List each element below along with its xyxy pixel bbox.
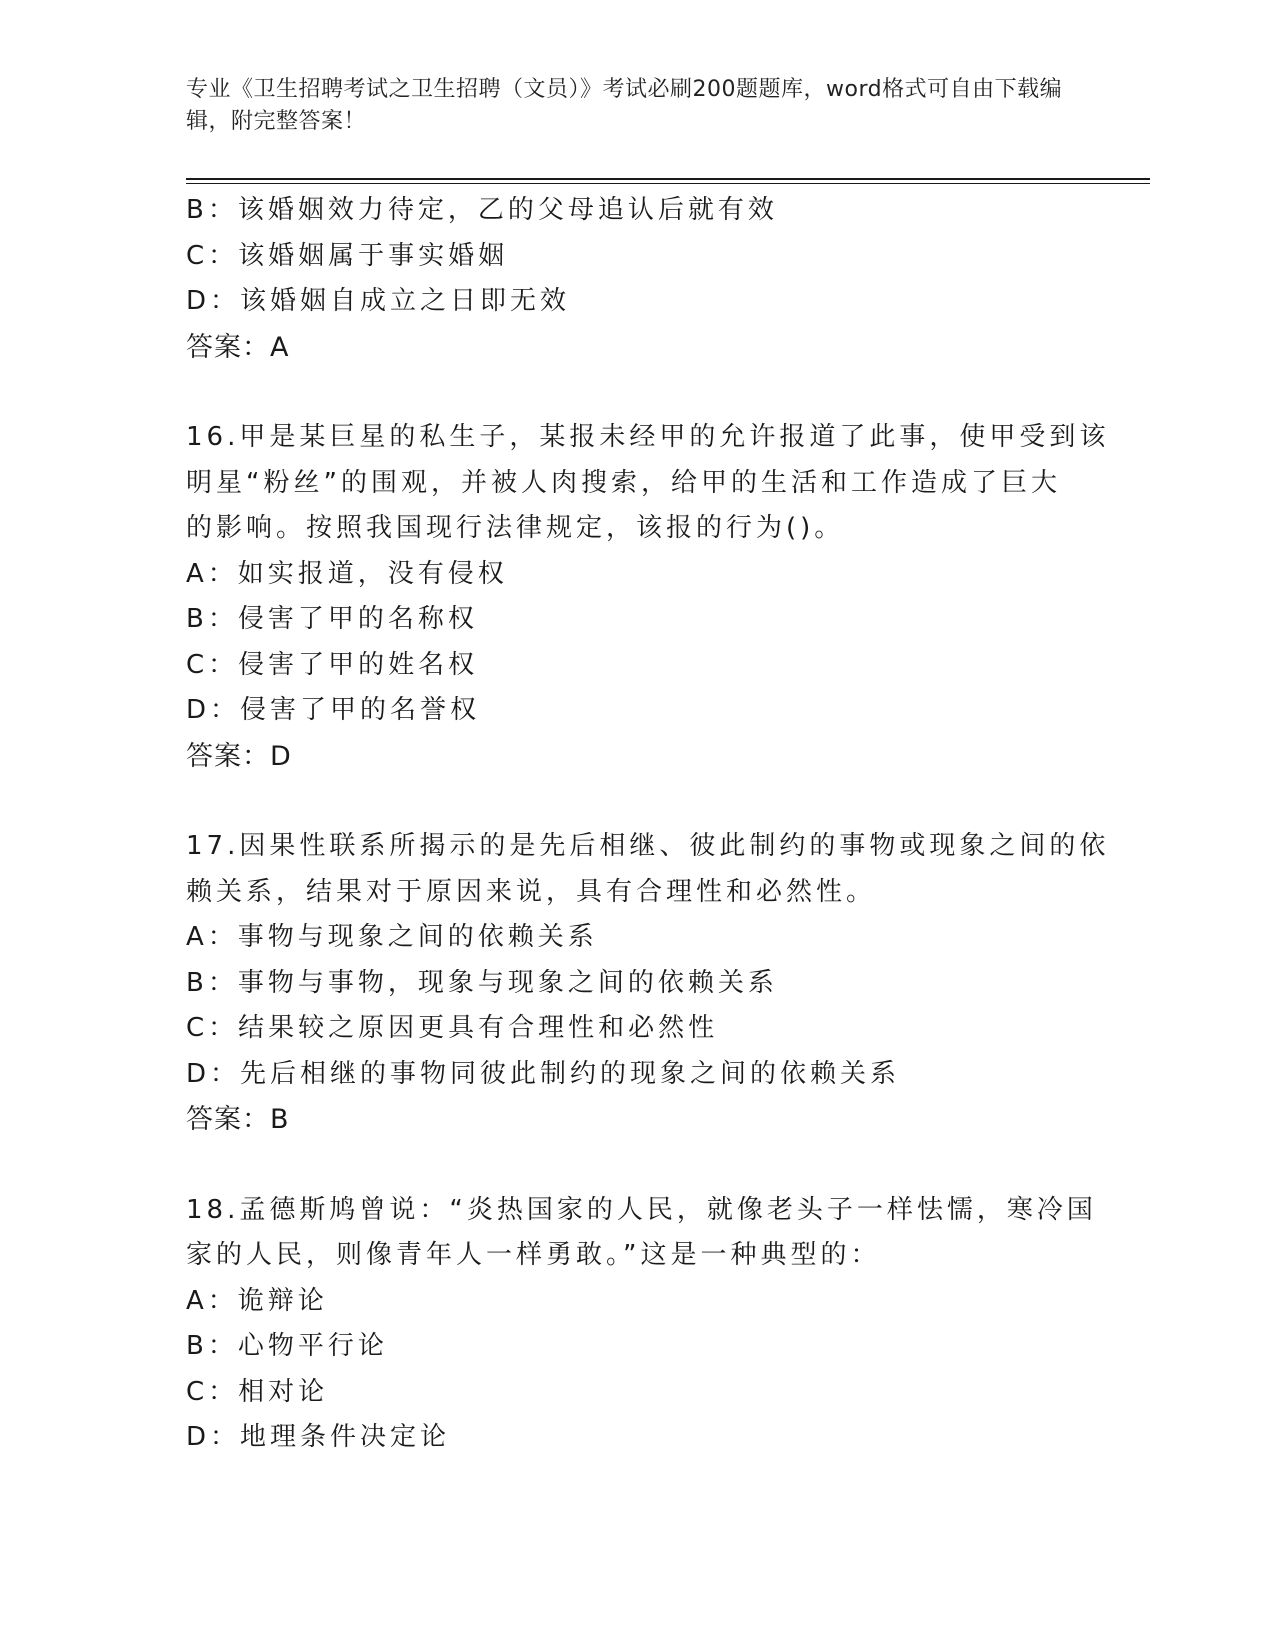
option-d: D：侵害了甲的名誉权 — [186, 695, 481, 725]
header-divider-thick — [186, 178, 1150, 180]
question-text-line: 明星“粉丝”的围观，并被人肉搜索，给甲的生活和工作造成了巨大 — [186, 467, 1061, 498]
option-c: C：结果较之原因更具有合理性和必然性 — [186, 1013, 719, 1043]
option-d: D：地理条件决定论 — [186, 1422, 451, 1452]
option-c: C：侵害了甲的姓名权 — [186, 649, 479, 680]
option-b: B：事物与事物，现象与现象之间的依赖关系 — [186, 967, 778, 998]
question-17 — [186, 824, 1110, 1143]
option-d: D：先后相继的事物同彼此制约的现象之间的依赖关系 — [186, 1058, 901, 1089]
page-header: 专业《卫生招聘考试之卫生招聘（文员）》考试必刷200题题库，word格式可自由下载编辑，附完整答案！ — [186, 77, 1063, 134]
answer-line: 答案：B — [186, 1104, 290, 1135]
option-d: D：该婚姻自成立之日即无效 — [186, 286, 571, 316]
question-list — [186, 188, 1110, 1461]
question-text-line: 的影响。按照我国现行法律规定，该报的行为()。 — [186, 513, 845, 543]
answer-line: 答案：D — [186, 740, 292, 772]
option-b: B：侵害了甲的名称权 — [186, 604, 478, 634]
question-text-line: 16.甲是某巨星的私生子，某报未经甲的允许报道了此事，使甲受到该 — [186, 422, 1110, 452]
question-text-line: 17.因果性联系所揭示的是先后相继、彼此制约的事物或现象之间的依 — [186, 831, 1110, 861]
previous-question-tail — [186, 188, 1066, 370]
header-divider-thin — [186, 183, 1150, 184]
option-c: C：相对论 — [186, 1376, 329, 1407]
question-18 — [186, 1188, 1097, 1461]
question-text-line: 18.孟德斯鸠曾说：“炎热国家的人民，就像老头子一样怯懦，寒冷国 — [186, 1194, 1097, 1225]
option-a: A：如实报道，没有侵权 — [186, 558, 508, 589]
option-a: A：事物与现象之间的依赖关系 — [186, 922, 598, 952]
question-text-line: 赖关系，结果对于原因来说，具有合理性和必然性。 — [186, 876, 877, 907]
question-text-line: 家的人民，则像青年人一样勇敢。”这是一种典型的： — [186, 1240, 881, 1270]
option-b: B：心物平行论 — [186, 1331, 388, 1361]
question-16 — [186, 415, 1110, 779]
option-c: C：该婚姻属于事实婚姻 — [186, 240, 509, 271]
answer-line: 答案：A — [186, 331, 290, 363]
option-a: A：诡辩论 — [186, 1285, 328, 1316]
option-b: B：该婚姻效力待定，乙的父母追认后就有效 — [186, 195, 778, 225]
